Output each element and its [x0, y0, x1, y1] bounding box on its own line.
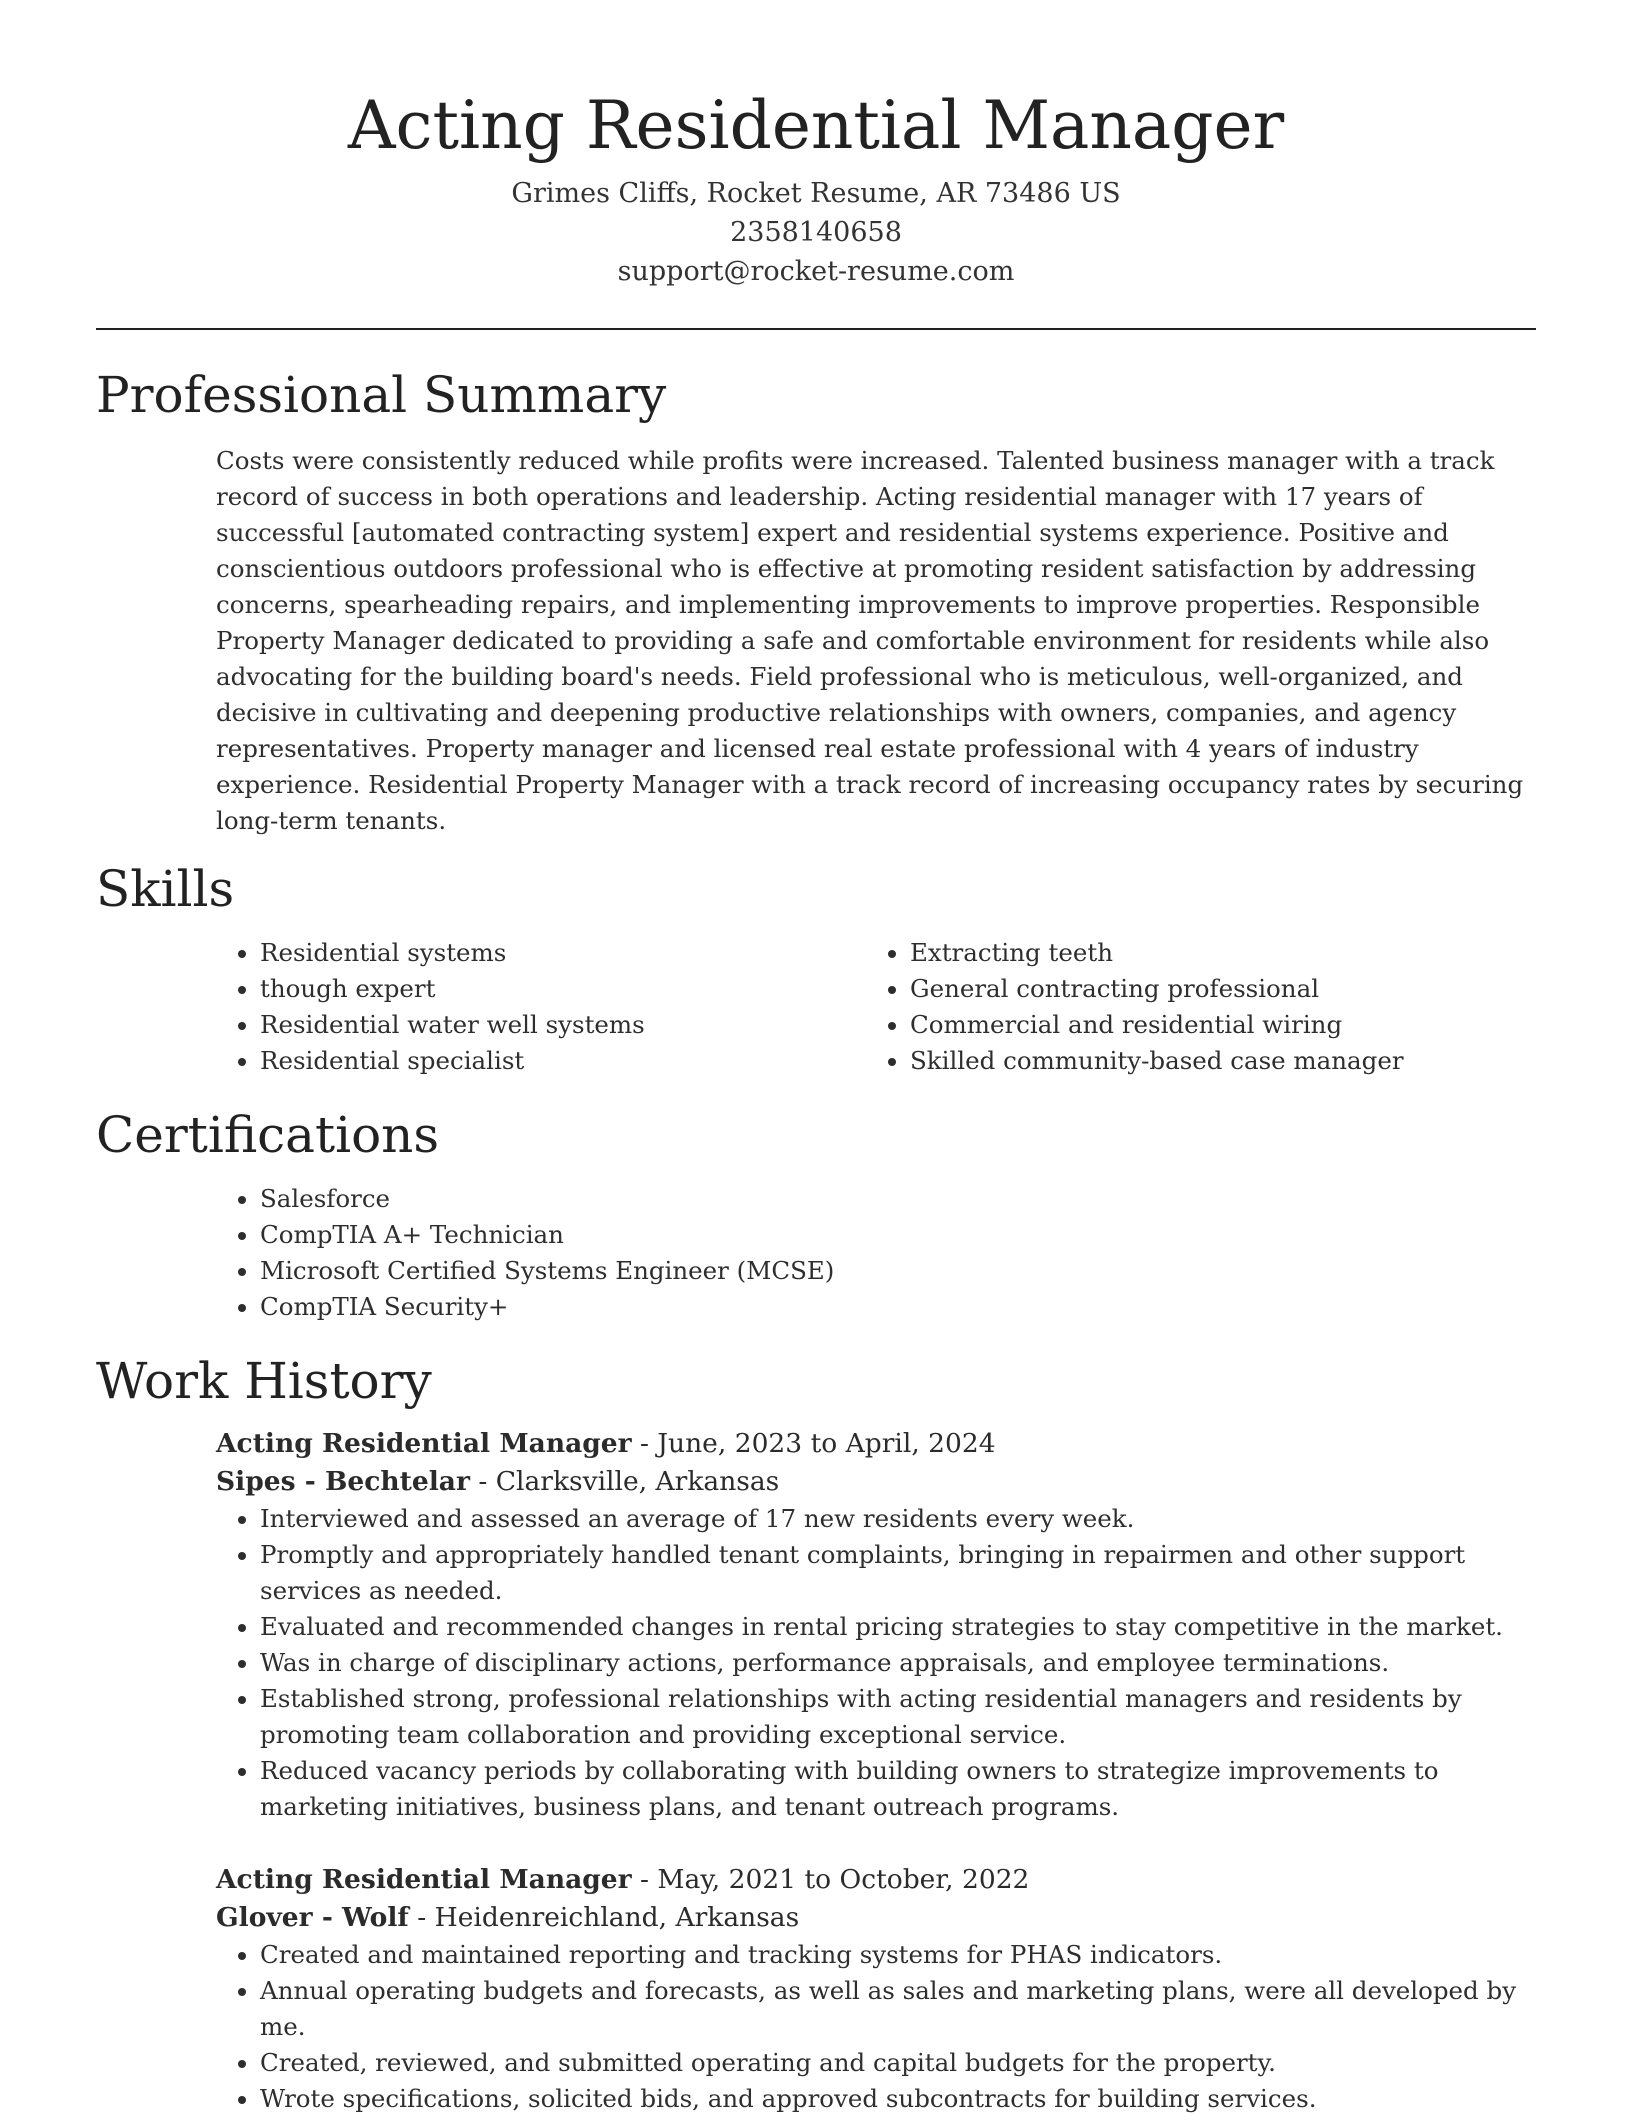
certification-item: • CompTIA Security+ — [260, 1289, 1536, 1325]
job-duties-list — [216, 1501, 1536, 1825]
skill-item: • Residential systems — [260, 935, 866, 971]
job-role: Acting Residential Manager — [216, 1428, 632, 1459]
contact-info — [96, 174, 1536, 291]
job-location: - Heidenreichland, Arkansas — [408, 1902, 800, 1933]
skill-item: • Skilled community-based case manager — [910, 1043, 1516, 1079]
job-title-line — [216, 1861, 1536, 1899]
resume-header — [96, 0, 1536, 291]
header-divider — [96, 328, 1536, 330]
skills-column-left — [216, 935, 866, 1079]
job-location: - Clarksville, Arkansas — [469, 1466, 780, 1497]
skill-item: • Residential specialist — [260, 1043, 866, 1079]
job-dates: - June, 2023 to April, 2024 — [631, 1428, 996, 1459]
skill-item: • Extracting teeth — [910, 935, 1516, 971]
job-duty: • Created, reviewed, and submitted operating and capital budgets for the property. — [260, 2045, 1536, 2081]
job-company: Sipes - Bechtelar — [216, 1466, 470, 1497]
certifications-list — [216, 1181, 1536, 1325]
summary-heading: Professional Summary — [96, 366, 667, 424]
job-title-line — [216, 1425, 1536, 1463]
contact-address: Grimes Cliffs, Rocket Resume, AR 73486 US — [511, 178, 1121, 209]
candidate-name: Acting Residential Manager — [347, 87, 1285, 164]
work-history-heading: Work History — [96, 1352, 432, 1410]
skill-item: • though expert — [260, 971, 866, 1007]
skills-heading: Skills — [96, 860, 235, 918]
job-company-line — [216, 1899, 1536, 1937]
job-dates: - May, 2021 to October, 2022 — [631, 1864, 1030, 1895]
summary-paragraph: Costs were consistently reduced while profits were increased. Talented business manager with a track record of success in both operations and leadership. Acting residential manager with 17 years of successful [automated contracting system] expert and residential systems experience. Positive and conscientious outdoors professional who is effective at promoting resident satisfaction by addressing concerns, spearheading repairs, and implementing improvements to improve properties. Responsible Property Manager dedicated to providing a safe and comfortable environment for residents while also advocating for the building board's needs. Field professional who is meticulous, well-organized, and decisive in cultivating and deepening productive relationships with owners, companies, and agency representatives. Property manager and licensed real estate professional with 4 years of industry experience. Residential Property Manager with a track record of increasing occupancy rates by securing long-term tenants. — [216, 446, 1524, 835]
job-duty: • Created and maintained reporting and tracking systems for PHAS indicators. — [260, 1937, 1536, 1973]
job-company: Glover - Wolf — [216, 1902, 409, 1933]
skills-column-right — [866, 935, 1516, 1079]
resume-page — [96, 0, 1536, 2117]
certifications-heading: Certifications — [96, 1106, 440, 1164]
job-duty: • Was in charge of disciplinary actions, performance appraisals, and employee terminations. — [260, 1645, 1536, 1681]
job-company-line — [216, 1463, 1536, 1501]
certification-item: • Salesforce — [260, 1181, 1536, 1217]
skill-item: • Commercial and residential wiring — [910, 1007, 1516, 1043]
job-role: Acting Residential Manager — [216, 1864, 632, 1895]
skill-item: • General contracting professional — [910, 971, 1516, 1007]
job-duty: • Evaluated and recommended changes in rental pricing strategies to stay competitive in the market. — [260, 1609, 1536, 1645]
skills-list-left — [216, 935, 866, 1079]
job-duty: • Promptly and appropriately handled tenant complaints, bringing in repairmen and other support services as needed. — [260, 1537, 1536, 1609]
skill-item: • Residential water well systems — [260, 1007, 866, 1043]
job-entry — [216, 1425, 1536, 1825]
job-duty: • Wrote specifications, solicited bids, and approved subcontracts for building services. — [260, 2081, 1536, 2117]
job-duty: • Reduced vacancy periods by collaborating with building owners to strategize improvements to marketing initiatives, business plans, and tenant outreach programs. — [260, 1753, 1536, 1825]
job-duty: • Interviewed and assessed an average of 17 new residents every week. — [260, 1501, 1536, 1537]
job-duties-list — [216, 1937, 1536, 2117]
job-duty: • Established strong, professional relationships with acting residential managers and residents by promoting team collaboration and providing exceptional service. — [260, 1681, 1536, 1753]
certification-item: • Microsoft Certified Systems Engineer (MCSE) — [260, 1253, 1536, 1289]
job-entry — [216, 1861, 1536, 2117]
certifications-section — [216, 1181, 1536, 1325]
skills-list-right — [866, 935, 1516, 1079]
job-duty: • Annual operating budgets and forecasts, as well as sales and marketing plans, were all developed by me. — [260, 1973, 1536, 2045]
certification-item: • CompTIA A+ Technician — [260, 1217, 1536, 1253]
contact-email: support@rocket-resume.com — [617, 256, 1015, 287]
skills-columns — [216, 935, 1536, 1079]
contact-phone: 2358140658 — [730, 217, 902, 248]
